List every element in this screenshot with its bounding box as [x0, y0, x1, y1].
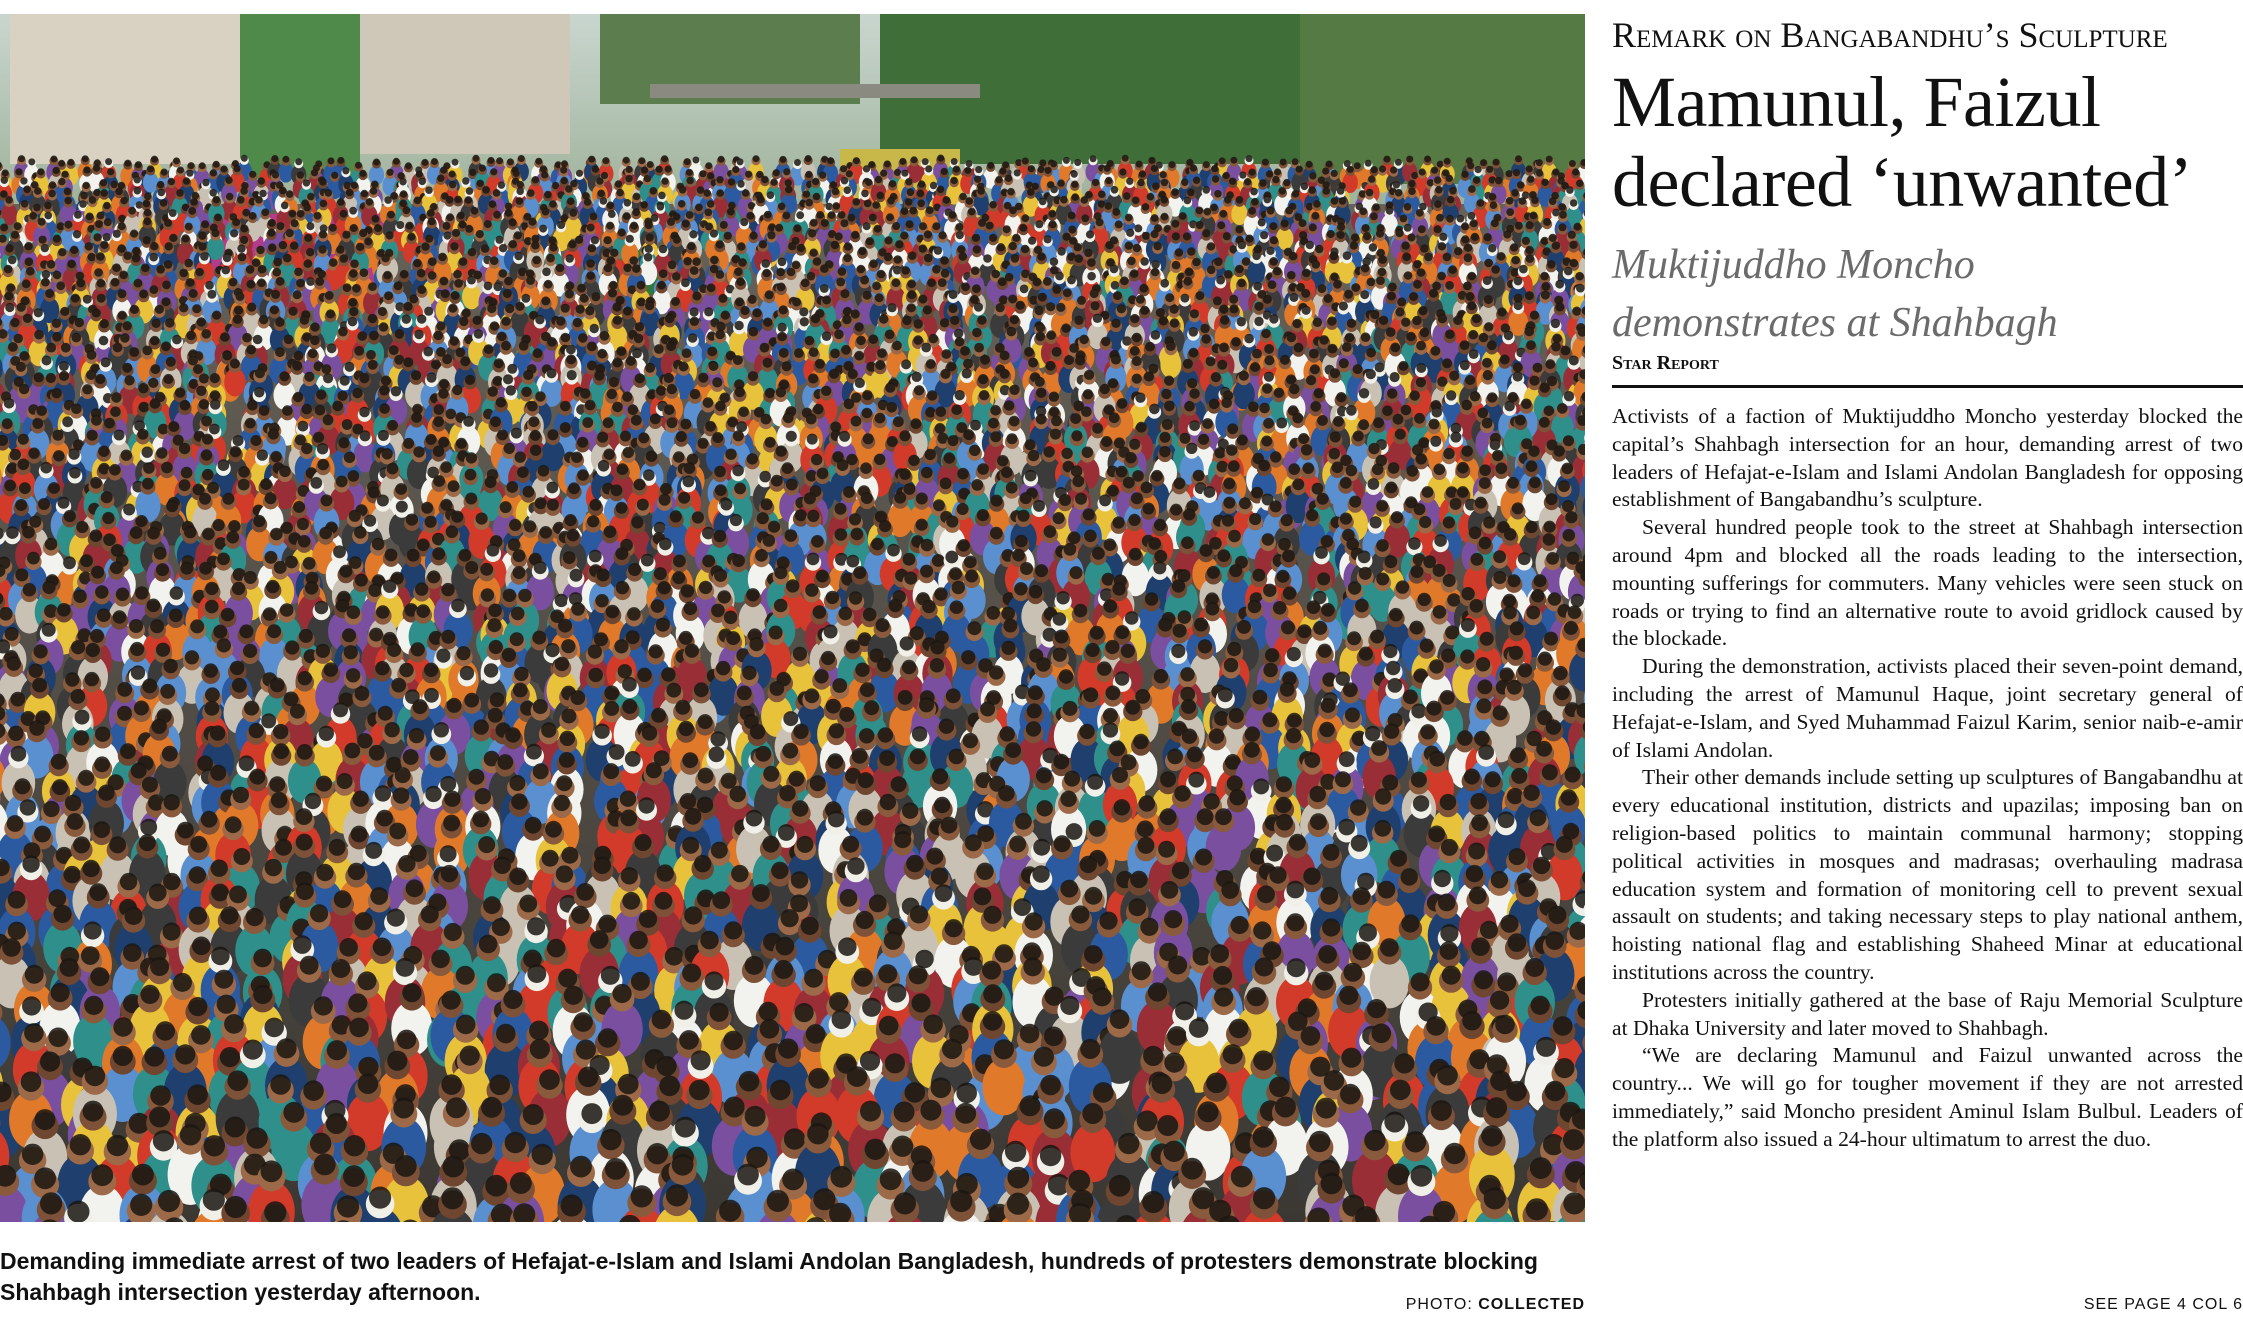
headline-line-2: declared ‘unwanted’: [1612, 142, 2193, 222]
paragraph: “We are declaring Mamunul and Faizul unwanted across the country... We will go for tougher movement if they are not arrested immediately,” said Moncho president Aminul Islam Bulbul. Leaders of the platform also issued a 24-hour ultimatum to arrest the duo.: [1612, 1043, 2243, 1151]
paragraph: Protesters initially gathered at the base of Raju Memorial Sculpture at Dhaka University and later moved to Shahbagh.: [1612, 987, 2243, 1040]
headline-line-1: Mamunul, Faizul: [1612, 62, 2101, 142]
byline: Star Report: [1612, 352, 2243, 388]
paragraph: Activists of a faction of Muktijuddho Moncho yesterday blocked the capital’s Shahbagh intersection for an hour, demanding arrest of two leaders of Hefajat-e-Islam and Islami Andolan Bangladesh for opposing establishment of Bangabandhu’s sculpture.: [1612, 404, 2243, 512]
paragraph: Several hundred people took to the street at Shahbagh intersection around 4pm and blocked all the roads leading to the intersection, mounting sufferings for commuters. Many vehicles were seen stuck on roads or trying to find an alternative route to avoid gridlock caused by the blockade.: [1612, 515, 2243, 651]
photo-caption: Demanding immediate arrest of two leaders of Hefajat-e-Islam and Islami Andolan Bangladesh, hundreds of protesters demonstrate blocking Shahbagh intersection yesterday afternoon.: [0, 1248, 1538, 1305]
deck: [1612, 236, 2243, 352]
photo-credit-source: COLLECTED: [1478, 1296, 1585, 1313]
footbridge: [650, 84, 980, 98]
crowd-photo-illustration: [0, 14, 1585, 1222]
building-green: [240, 14, 360, 179]
jump-line: SEE PAGE 4 COL 6: [2083, 1296, 2243, 1313]
trees: [1300, 14, 1585, 184]
deck-line-2: demonstrates at Shahbagh: [1612, 300, 2058, 346]
headline: [1612, 62, 2243, 222]
building: [360, 14, 570, 154]
paragraph: During the demonstration, activists placed their seven-point demand, including the arrest of Mamunul Haque, joint secretary general of Hefajat-e-Islam, and Syed Muhammad Faizul Karim, senior naib-e-amir of Islami Andolan.: [1612, 654, 2243, 762]
crowd: [0, 155, 1585, 1223]
photo-credit: [1406, 1296, 1585, 1314]
news-photo: [0, 14, 1585, 1222]
photo-credit-label: PHOTO:: [1405, 1296, 1473, 1313]
building: [10, 14, 240, 164]
article-body: [1612, 403, 2243, 1154]
kicker: Remark on Bangabandhu’s Sculpture: [1612, 15, 2168, 55]
deck-line-1: Muktijuddho Moncho: [1612, 242, 1975, 288]
paragraph: Their other demands include setting up sculptures of Bangabandhu at every educational institution, districts and upazilas; imposing ban on religion-based politics to maintain communal harmony; stopping political activities in mosques and madrasas; overhauling madrasa education system and formation of monitoring cell to prevent sexual assault on students; and taking necessary steps to play national anthem, hoisting national flag and establishing Shaheed Minar at educational institutions across the country.: [1612, 765, 2243, 984]
